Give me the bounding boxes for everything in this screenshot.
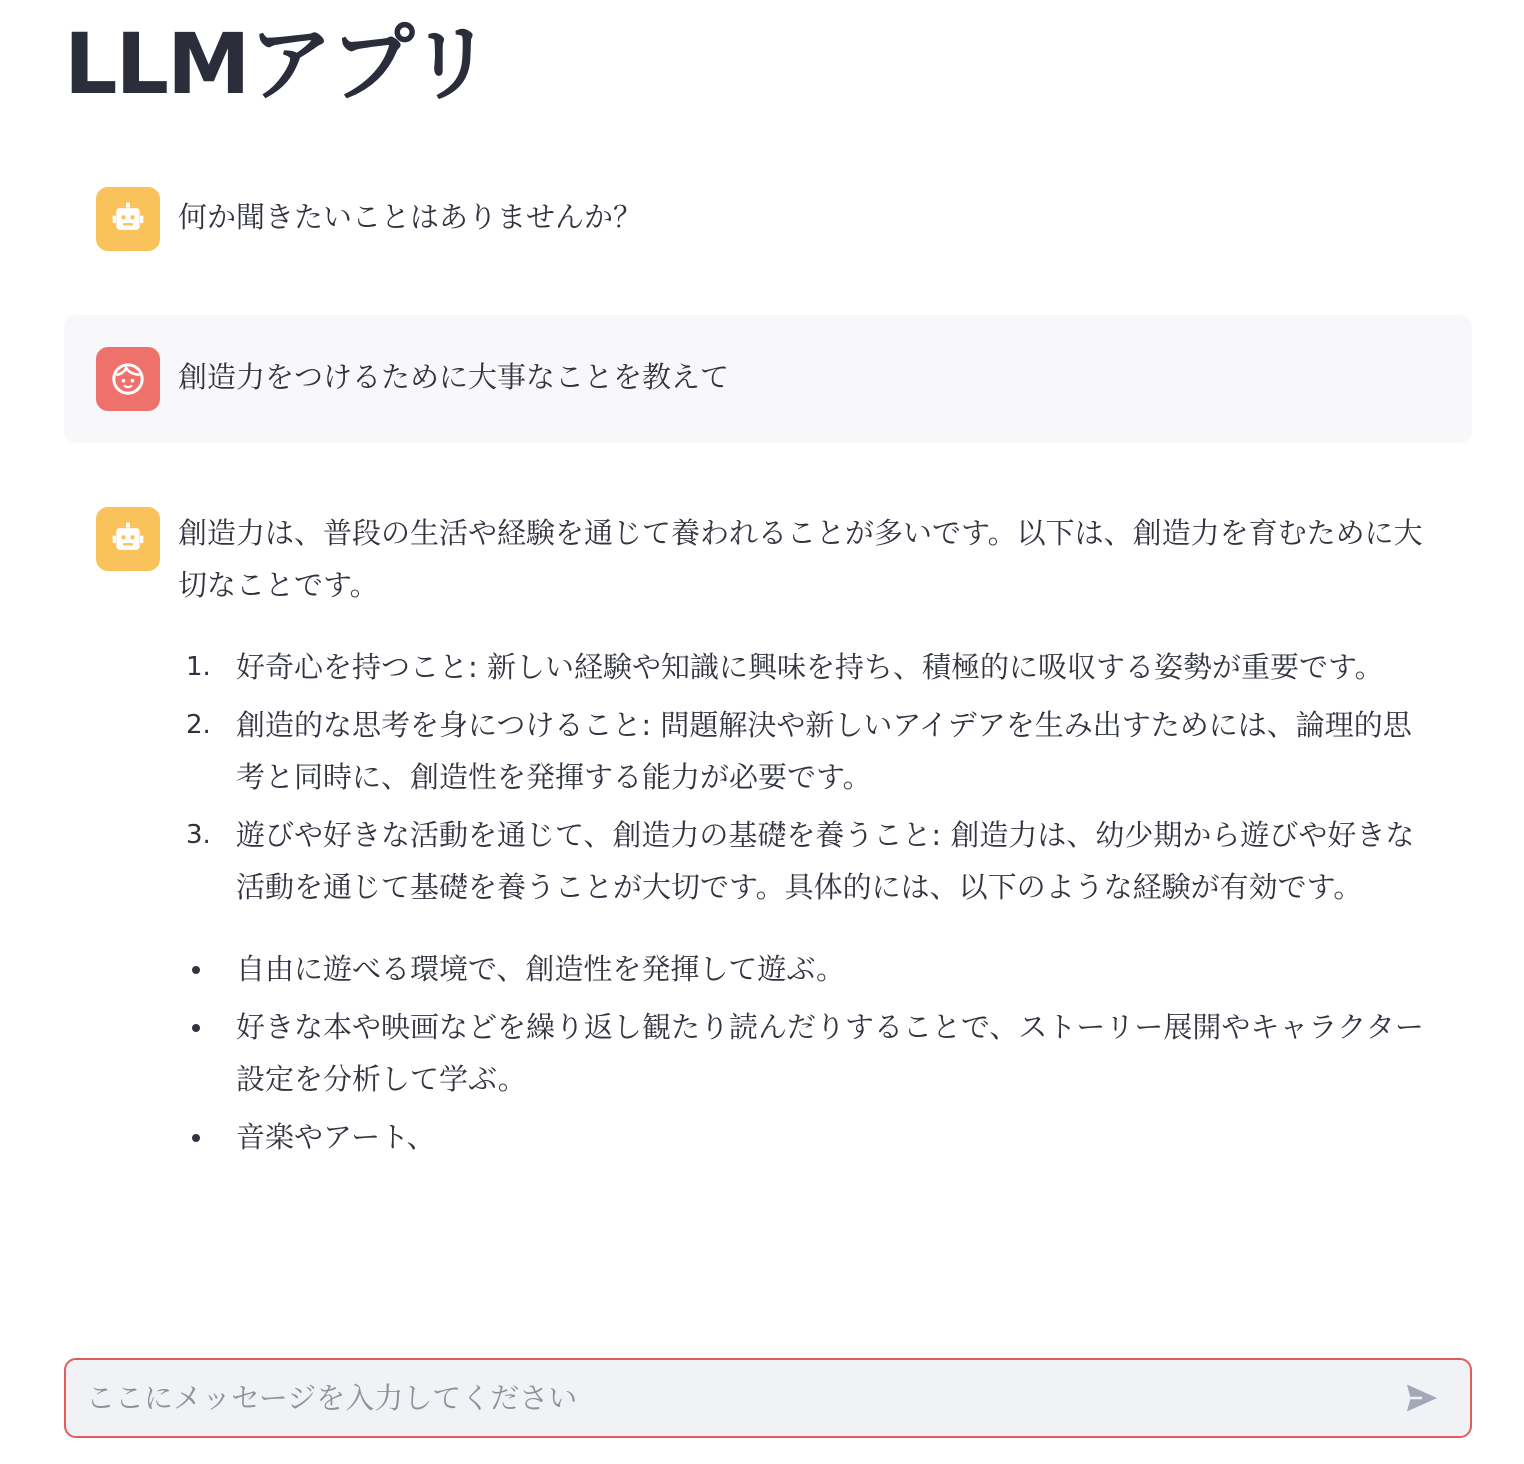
assistant-avatar <box>96 187 160 251</box>
list-item: 音楽やアート、 <box>236 1111 1440 1163</box>
chat-message-assistant <box>64 187 1472 251</box>
send-icon <box>1403 1379 1441 1417</box>
message-content <box>178 507 1440 1169</box>
page-title: LLMアプリ <box>64 15 492 113</box>
chat-input-container <box>64 1358 1472 1438</box>
message-content <box>178 347 1440 403</box>
chat-message-user <box>64 315 1472 443</box>
robot-icon <box>108 519 148 559</box>
chat-input[interactable] <box>66 1360 1392 1436</box>
list-item: 好きな本や映画などを繰り返し観たり読んだりすることで、ストーリー展開やキャラクター設定を分析して学ぶ。 <box>236 1001 1440 1105</box>
chat-message-assistant <box>64 507 1472 1169</box>
message-text: 創造力をつけるために大事なことを教えて <box>178 360 730 394</box>
list-item: 創造的な思考を身につけること: 問題解決や新しいアイデアを生み出すためには、論理的思考と同時に、創造性を発揮する能力が必要です。 <box>236 708 1412 794</box>
bullet-list <box>178 943 1440 1163</box>
message-content <box>178 187 1440 243</box>
list-item: 好奇心を持つこと: 新しい経験や知識に興味を持ち、積極的に吸収する姿勢が重要です。 <box>236 650 1384 684</box>
list-item: 自由に遊べる環境で、創造性を発揮して遊ぶ。 <box>236 943 1440 995</box>
send-button[interactable] <box>1392 1368 1452 1428</box>
numbered-list <box>178 641 1440 913</box>
assistant-avatar <box>96 507 160 571</box>
user-avatar <box>96 347 160 411</box>
message-text: 何か聞きたいことはありませんか？ <box>178 200 643 234</box>
message-intro: 創造力は、普段の生活や経験を通じて養われることが多いです。以下は、創造力を育むために大切なことです。 <box>178 516 1423 602</box>
robot-icon <box>108 199 148 239</box>
face-icon <box>108 359 148 399</box>
list-item: 遊びや好きな活動を通じて、創造力の基礎を養うこと: 創造力は、幼少期から遊びや好きな活動を通じて基礎を養うことが大切です。具体的には、以下のような経験が有効です。 <box>236 818 1415 904</box>
